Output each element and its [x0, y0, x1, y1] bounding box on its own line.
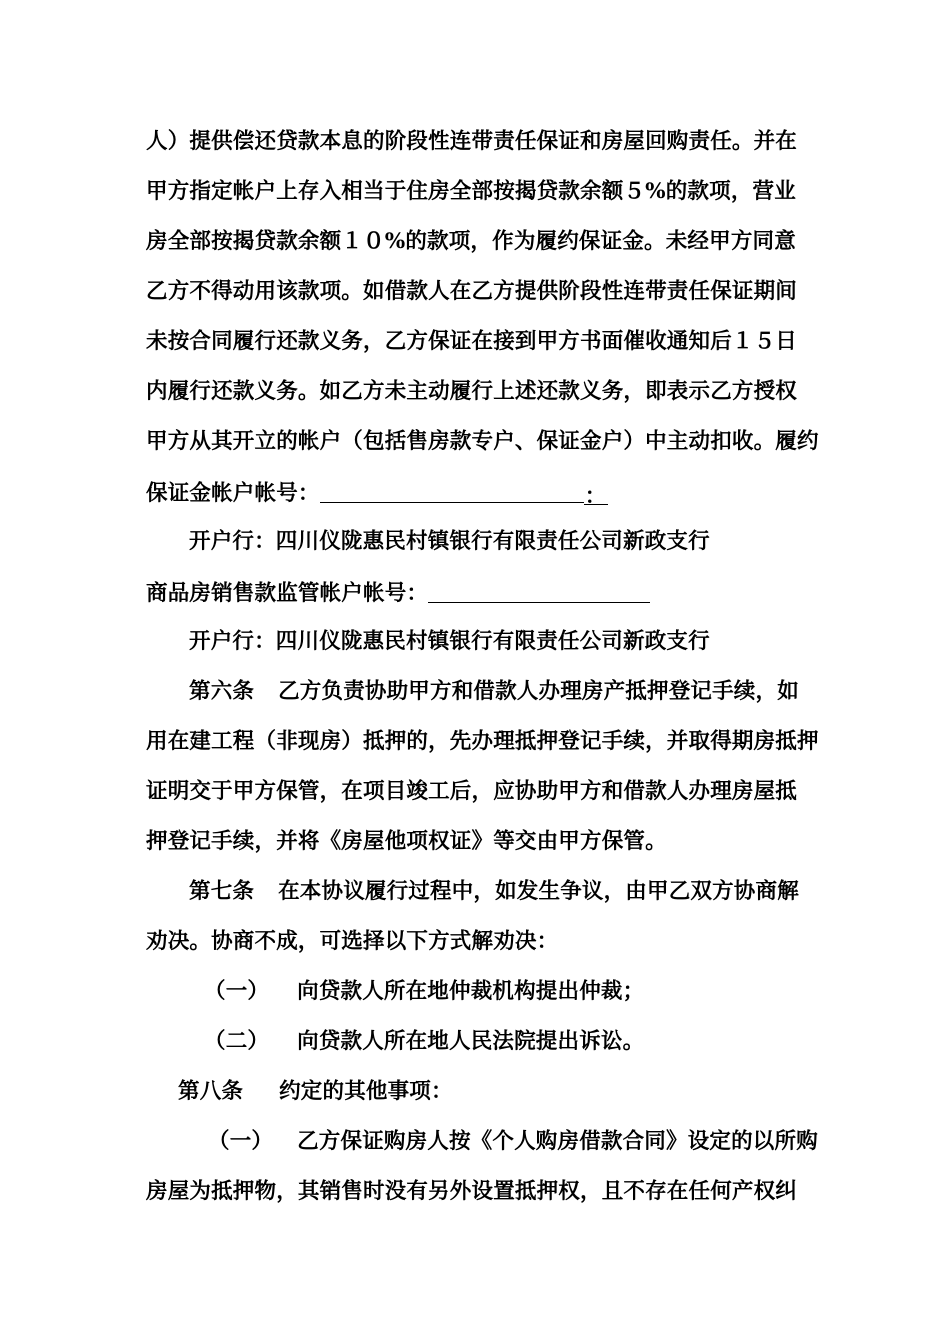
- article8-item1-first-line: [208, 1127, 818, 1157]
- article8-line: [178, 1077, 453, 1107]
- paragraph-line: 甲方指定帐户上存入相当于住房全部按揭贷款余额５%的款项，营业: [146, 179, 796, 204]
- paragraph-line: 押登记手续，并将《房屋他项权证》等交由甲方保管。: [146, 829, 667, 854]
- paragraph-line: 劝决。协商不成，可选择以下方式解劝决：: [146, 929, 559, 954]
- item-text: 乙方保证购房人按《个人购房借款合同》设定的以所购: [297, 1129, 818, 1154]
- bank-line: 开户行：四川仪陇惠民村镇银行有限责任公司新政支行: [189, 529, 710, 554]
- paragraph-line: 房全部按揭贷款余额１０%的款项，作为履约保证金。未经甲方同意: [146, 229, 796, 254]
- paragraph-line: 乙方不得动用该款项。如借款人在乙方提供阶段性连带责任保证期间: [146, 279, 798, 304]
- paragraph-line: 人）提供偿还贷款本息的阶段性连带责任保证和房屋回购责任。并在: [146, 129, 798, 154]
- deposit-account-label: 保证金帐户帐号：: [146, 481, 320, 506]
- sales-account-line: [146, 577, 650, 609]
- article8-title: 第八条: [178, 1079, 244, 1104]
- article6-title: 第六条: [189, 679, 255, 704]
- paragraph-line: 未按合同履行还款义务，乙方保证在接到甲方书面催收通知后１５日: [146, 329, 798, 354]
- article7-first-line: [189, 877, 799, 907]
- article7-option: [204, 1027, 644, 1057]
- article6-text: 乙方负责协助甲方和借款人办理房产抵押登记手续，如: [278, 679, 799, 704]
- deposit-account-suffix: ：: [584, 484, 607, 509]
- deposit-account-blank: [320, 480, 584, 503]
- sales-account-blank: [428, 580, 650, 603]
- article7-title: 第七条: [189, 879, 255, 904]
- article6-first-line: [189, 677, 799, 707]
- article8-text: 约定的其他事项：: [279, 1079, 453, 1104]
- paragraph-line: 用在建工程（非现房）抵押的，先办理抵押登记手续，并取得期房抵押: [146, 729, 819, 754]
- deposit-account-line: [146, 477, 608, 509]
- bank-line: 开户行：四川仪陇惠民村镇银行有限责任公司新政支行: [189, 629, 710, 654]
- option-number: （二）: [204, 1029, 270, 1054]
- item-number: （一）: [208, 1129, 274, 1154]
- option-text: 向贷款人所在地人民法院提出诉讼。: [297, 1029, 645, 1054]
- option-number: （一）: [204, 979, 270, 1004]
- article7-text: 在本协议履行过程中，如发生争议，由甲乙双方协商解: [278, 879, 799, 904]
- paragraph-line: 内履行还款义务。如乙方未主动履行上述还款义务，即表示乙方授权: [146, 379, 798, 404]
- article7-option: [204, 977, 644, 1007]
- paragraph-line: 房屋为抵押物，其销售时没有另外设置抵押权，且不存在任何产权纠: [146, 1179, 798, 1204]
- sales-account-label: 商品房销售款监管帐户帐号：: [146, 581, 429, 606]
- paragraph-line: 甲方从其开立的帐户（包括售房款专户、保证金户）中主动扣收。履约: [146, 429, 819, 454]
- option-text: 向贷款人所在地仲裁机构提出仲裁；: [297, 979, 645, 1004]
- paragraph-line: 证明交于甲方保管，在项目竣工后，应协助甲方和借款人办理房屋抵: [146, 779, 798, 804]
